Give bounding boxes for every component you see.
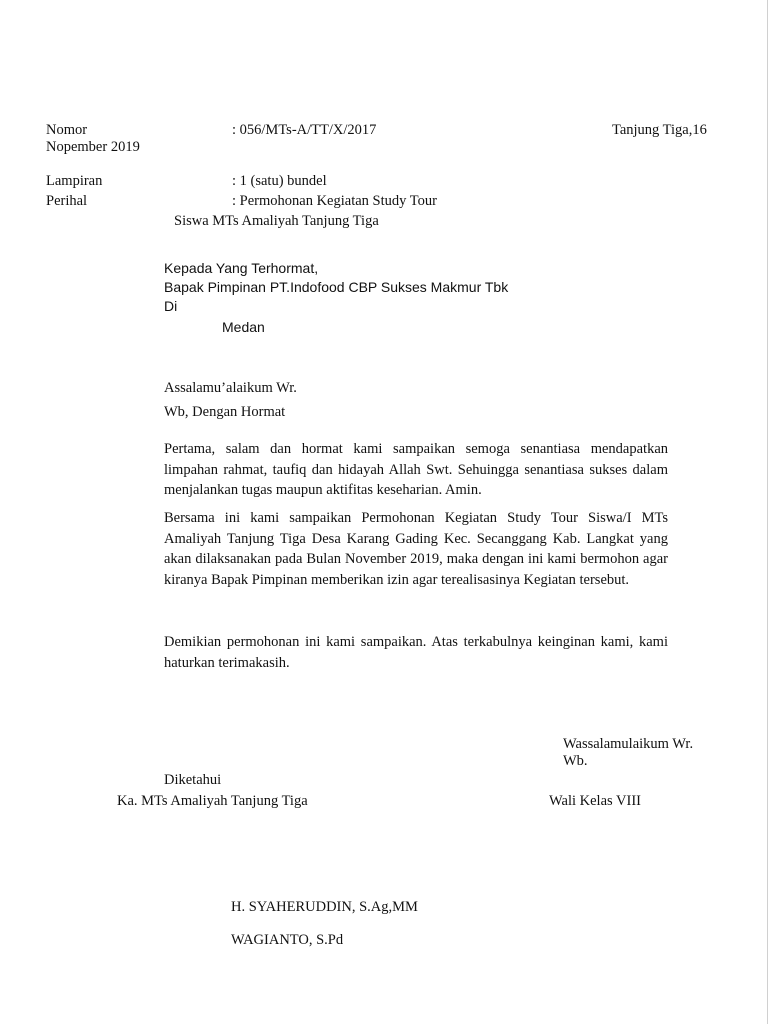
signatory-right-title: Wali Kelas VIII	[549, 793, 641, 809]
greeting-line-1: Assalamu’alaikum Wr.	[164, 380, 297, 396]
recipient-line-1: Kepada Yang Terhormat,	[164, 260, 319, 276]
signatory-name-2: WAGIANTO, S.Pd	[231, 932, 344, 948]
greeting-line-2: Wb, Dengan Hormat	[164, 404, 286, 420]
closing-salam-line-2: Wb.	[563, 752, 588, 769]
perihal-label: Perihal	[46, 193, 88, 209]
body-paragraph-3: Demikian permohonan ini kami sampaikan. Atas terkabulnya keinginan kami, kami haturkan terimakasih.	[164, 634, 668, 671]
signatory-name-1: H. SYAHERUDDIN, S.Ag,MM	[231, 899, 418, 915]
body-paragraph-1: Pertama, salam dan hormat kami sampaikan semoga senantiasa mendapatkan limpahan rahmat, taufiq dan hidayah Allah Swt. Sehuingga senantiasa sukses dalam menjalankan tugas maupun aktifitas keseharian. Amin.	[164, 441, 668, 498]
place-date-line-2: Nopember 2019	[46, 139, 140, 155]
closing-salam-line-1: Wassalamulaikum Wr.	[563, 736, 694, 752]
body-paragraph-2: Bersama ini kami sampaikan Permohonan Kegiatan Study Tour Siswa/I MTs Amaliyah Tanjung Tiga Desa Karang Gading Kec. Secanggang Kab. Langkat yang akan dilaksanakan pada Bulan November 2019, maka dengan ini kami bermohon agar kiranya Bapak Pimpinan memberikan izin agar terealisasinya Kegiatan tersebut.	[164, 510, 668, 588]
recipient-line-2: Bapak Pimpinan PT.Indofood CBP Sukses Makmur Tbk	[164, 279, 509, 295]
perihal-value-line-1: : Permohonan Kegiatan Study Tour	[232, 193, 437, 209]
nomor-label: Nomor	[46, 122, 88, 138]
lampiran-value: : 1 (satu) bundel	[232, 173, 327, 189]
place-date-line-1: Tanjung Tiga,16	[612, 122, 707, 138]
signatory-left-title: Ka. MTs Amaliyah Tanjung Tiga	[117, 793, 308, 809]
nomor-value: : 056/MTs-A/TT/X/2017	[232, 122, 377, 138]
recipient-line-3: Di	[164, 298, 178, 314]
closing-salam	[563, 734, 713, 771]
lampiran-label: Lampiran	[46, 173, 103, 189]
diketahui-label: Diketahui	[164, 772, 222, 788]
recipient-city: Medan	[222, 319, 265, 335]
perihal-value-line-2: Siswa MTs Amaliyah Tanjung Tiga	[174, 213, 379, 229]
